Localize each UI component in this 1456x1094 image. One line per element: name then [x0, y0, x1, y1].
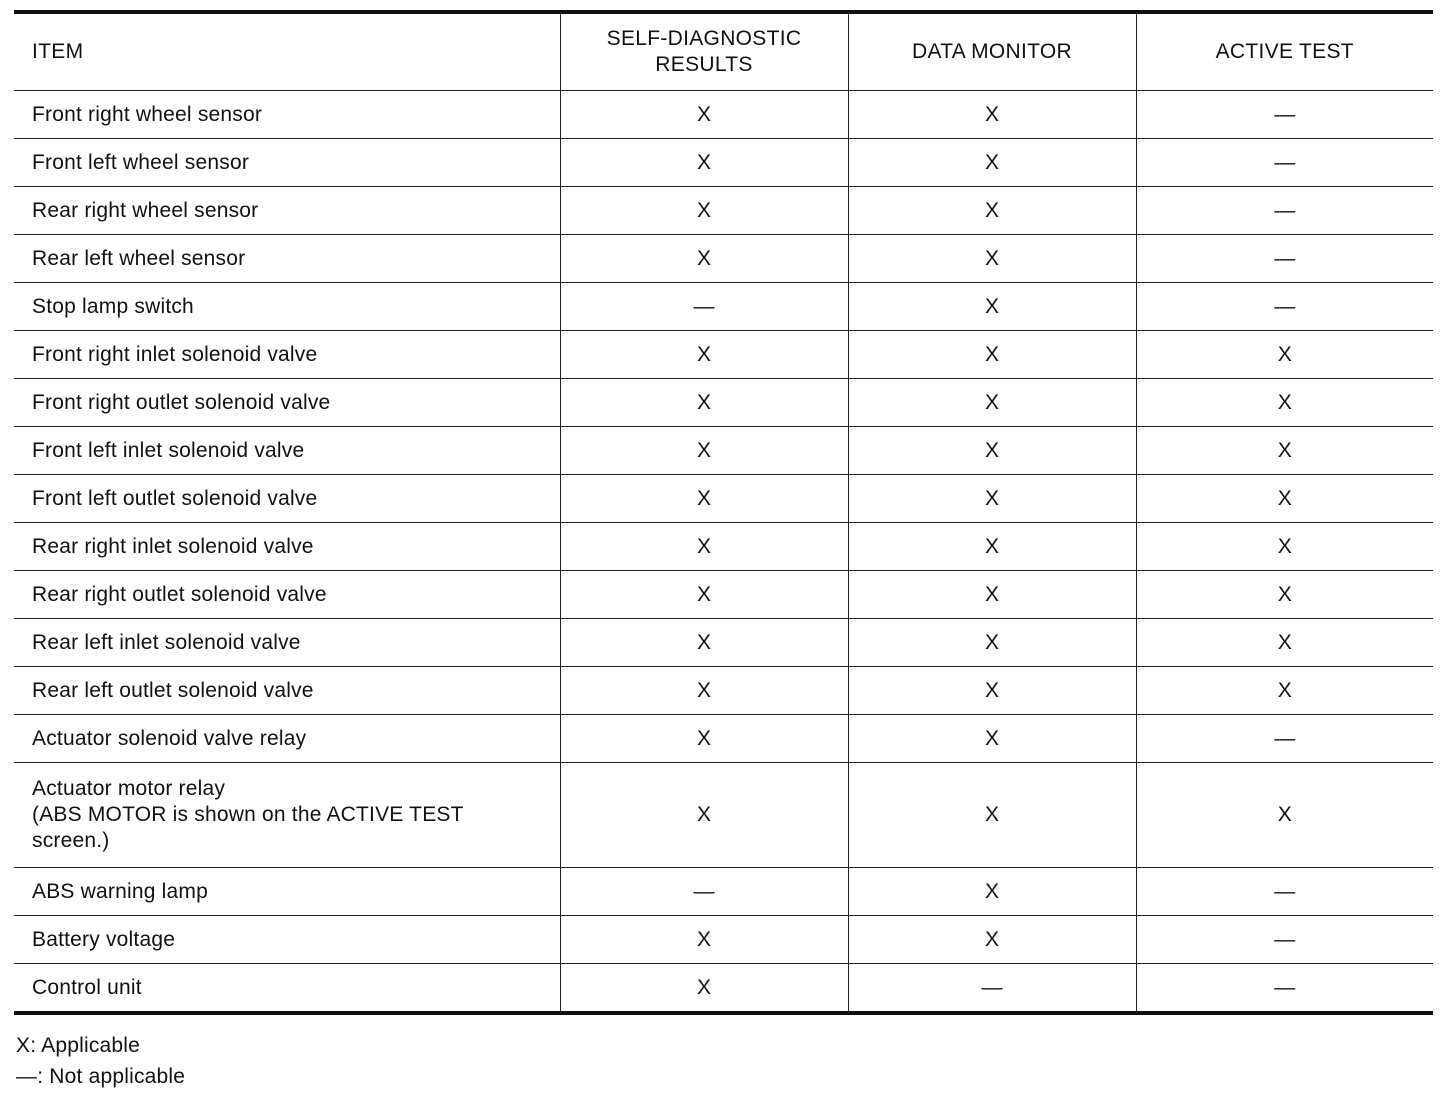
active-test-cell: — — [1136, 187, 1433, 235]
item-cell: Actuator solenoid valve relay — [14, 715, 560, 763]
table-row — [14, 427, 1433, 475]
active-test-cell: — — [1136, 139, 1433, 187]
self-diagnostic-cell: X — [560, 475, 848, 523]
data-monitor-cell: X — [848, 475, 1136, 523]
data-monitor-cell: X — [848, 331, 1136, 379]
self-diagnostic-cell: — — [560, 283, 848, 331]
self-diagnostic-cell: X — [560, 235, 848, 283]
data-monitor-cell: X — [848, 916, 1136, 964]
item-cell: Stop lamp switch — [14, 283, 560, 331]
item-cell: Front right inlet solenoid valve — [14, 331, 560, 379]
self-diagnostic-cell: X — [560, 139, 848, 187]
self-diagnostic-cell: X — [560, 91, 848, 139]
self-diagnostic-cell: X — [560, 523, 848, 571]
data-monitor-cell: X — [848, 379, 1136, 427]
table-row — [14, 283, 1433, 331]
table-row — [14, 868, 1433, 916]
self-diagnostic-cell: X — [560, 331, 848, 379]
table-row — [14, 379, 1433, 427]
active-test-cell: X — [1136, 379, 1433, 427]
data-monitor-cell: X — [848, 715, 1136, 763]
header-active-test: ACTIVE TEST — [1136, 12, 1433, 91]
table-row — [14, 763, 1433, 868]
self-diagnostic-cell: X — [560, 667, 848, 715]
table-row — [14, 331, 1433, 379]
data-monitor-cell: X — [848, 571, 1136, 619]
table-row — [14, 916, 1433, 964]
item-cell: Front left outlet solenoid valve — [14, 475, 560, 523]
legend-not-applicable: —: Not applicable — [16, 1065, 186, 1088]
data-monitor-cell: X — [848, 427, 1136, 475]
table-row — [14, 475, 1433, 523]
self-diagnostic-cell: X — [560, 187, 848, 235]
data-monitor-cell: X — [848, 523, 1136, 571]
header-item: ITEM — [32, 40, 84, 63]
data-monitor-cell: — — [848, 964, 1136, 1014]
self-diagnostic-cell: X — [560, 427, 848, 475]
active-test-cell: X — [1136, 523, 1433, 571]
table-row — [14, 571, 1433, 619]
table-row — [14, 667, 1433, 715]
table-row — [14, 964, 1433, 1014]
table-row — [14, 619, 1433, 667]
item-cell: Rear right outlet solenoid valve — [14, 571, 560, 619]
self-diagnostic-cell: X — [560, 379, 848, 427]
item-cell: ABS warning lamp — [14, 868, 560, 916]
item-cell: Battery voltage — [14, 916, 560, 964]
item-cell: Rear right wheel sensor — [14, 187, 560, 235]
header-data-monitor: DATA MONITOR — [848, 12, 1136, 91]
active-test-cell: — — [1136, 715, 1433, 763]
data-monitor-cell: X — [848, 187, 1136, 235]
item-cell: Rear right inlet solenoid valve — [14, 523, 560, 571]
item-cell: Rear left wheel sensor — [14, 235, 560, 283]
active-test-cell: X — [1136, 667, 1433, 715]
table-row — [14, 187, 1433, 235]
active-test-cell: X — [1136, 331, 1433, 379]
active-test-cell: — — [1136, 868, 1433, 916]
active-test-cell: X — [1136, 571, 1433, 619]
table-row — [14, 91, 1433, 139]
active-test-cell: X — [1136, 763, 1433, 868]
self-diagnostic-cell: — — [560, 868, 848, 916]
data-monitor-cell: X — [848, 283, 1136, 331]
item-cell: Rear left inlet solenoid valve — [14, 619, 560, 667]
table-row — [14, 235, 1433, 283]
data-monitor-cell: X — [848, 91, 1136, 139]
table-row — [14, 139, 1433, 187]
data-monitor-cell: X — [848, 763, 1136, 868]
active-test-cell: — — [1136, 916, 1433, 964]
data-monitor-cell: X — [848, 235, 1136, 283]
item-cell: Front left wheel sensor — [14, 139, 560, 187]
active-test-cell: X — [1136, 619, 1433, 667]
self-diagnostic-cell: X — [560, 763, 848, 868]
data-monitor-cell: X — [848, 139, 1136, 187]
table-row — [14, 715, 1433, 763]
header-self-diagnostic-results — [560, 12, 848, 91]
table-row — [14, 523, 1433, 571]
item-cell: Front right outlet solenoid valve — [14, 379, 560, 427]
header-self-diagnostic-results-label: SELF-DIAGNOSTIC RESULTS — [606, 27, 802, 76]
data-monitor-cell: X — [848, 619, 1136, 667]
self-diagnostic-cell: X — [560, 619, 848, 667]
active-test-cell: — — [1136, 91, 1433, 139]
item-cell: Front right wheel sensor — [14, 91, 560, 139]
item-cell: Front left inlet solenoid valve — [14, 427, 560, 475]
active-test-cell: X — [1136, 427, 1433, 475]
data-monitor-cell: X — [848, 667, 1136, 715]
self-diagnostic-cell: X — [560, 964, 848, 1014]
active-test-cell: — — [1136, 964, 1433, 1014]
self-diagnostic-cell: X — [560, 715, 848, 763]
legend-applicable: X: Applicable — [16, 1034, 141, 1057]
item-cell: Actuator motor relay (ABS MOTOR is shown on the ACTIVE TEST screen.) — [14, 763, 560, 868]
data-monitor-cell: X — [848, 868, 1136, 916]
active-test-cell: X — [1136, 475, 1433, 523]
table-body — [14, 91, 1433, 1014]
active-test-cell: — — [1136, 283, 1433, 331]
self-diagnostic-cell: X — [560, 916, 848, 964]
item-cell: Rear left outlet solenoid valve — [14, 667, 560, 715]
table-header-row — [14, 12, 1433, 91]
active-test-cell: — — [1136, 235, 1433, 283]
self-diagnostic-cell: X — [560, 571, 848, 619]
item-cell: Control unit — [14, 964, 560, 1014]
diagnostic-items-table — [14, 10, 1433, 1015]
